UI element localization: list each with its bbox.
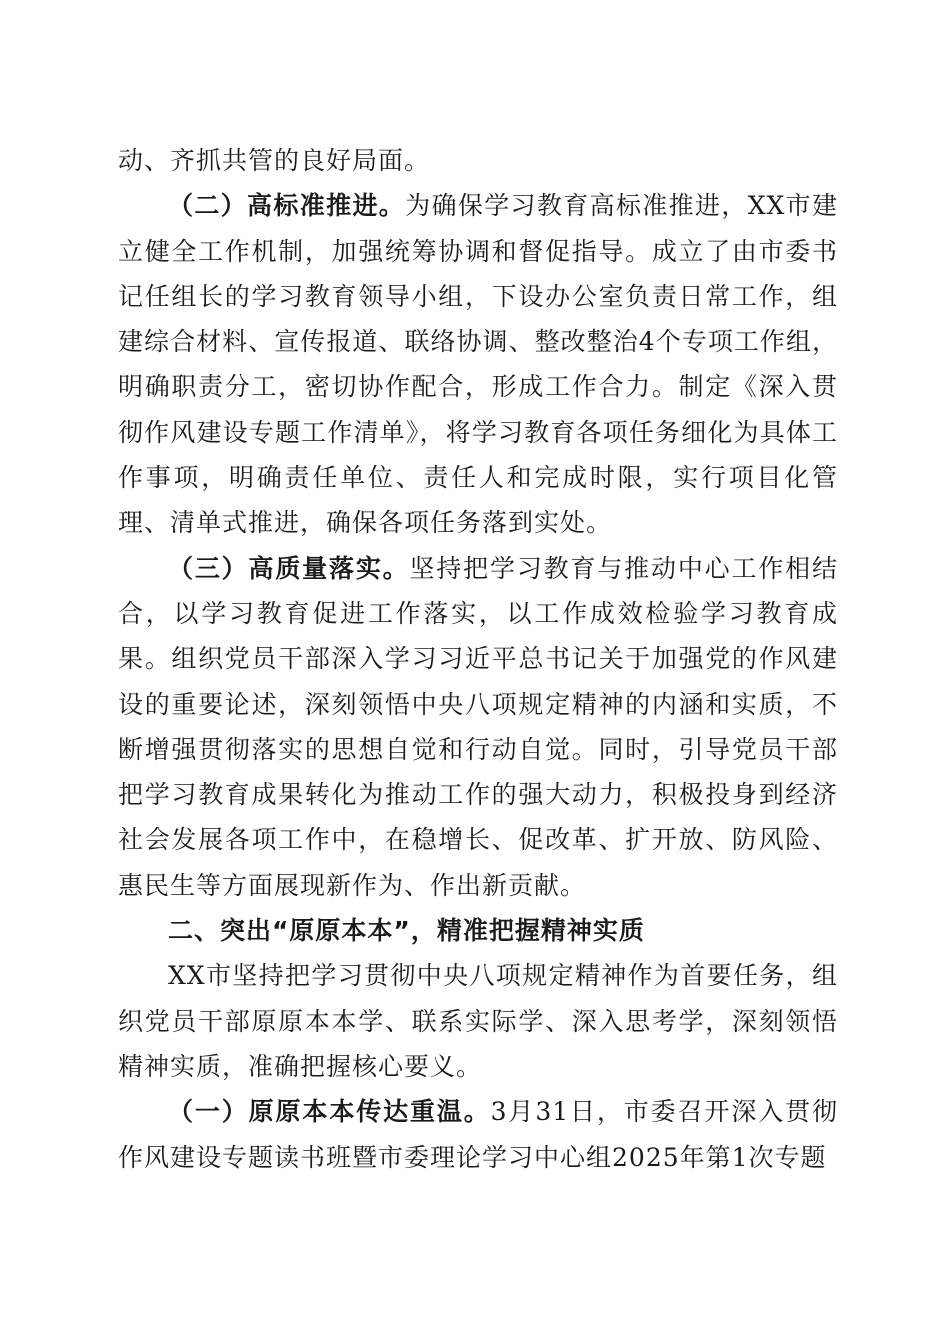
paragraph-text: 动、齐抓共管的良好局面。 <box>118 146 431 175</box>
paragraph-original-study <box>118 1089 838 1180</box>
paragraph-high-quality <box>118 546 838 908</box>
paragraph-text: 为确保学习教育高标准推进，XX市建立健全工作机制，加强统筹协调和督促指导。成立了由市委书记任组长的学习教育领导小组，下设办公室负责日常工作，组建综合材料、宣传报道、联络协调、整改整治4个专项工作组，明确职责分工，密切协作配合，形成工作合力。制定《深入贯彻作风建设专题工作清单》，将学习教育各项任务细化为具体工作事项，明确责任单位、责任人和完成时限，实行项目化管理、清单式推进，确保各项任务落到实处。 <box>118 191 838 538</box>
paragraph-continuation <box>118 138 838 183</box>
paragraph-high-standard <box>118 183 838 545</box>
paragraph-text: 坚持把学习教育与推动中心工作相结合，以学习教育促进工作落实，以工作成效检验学习教育成果。组织党员干部深入学习习近平总书记关于加强党的作风建设的重要论述，深刻领悟中央八项规定精神的内涵和实质，不断增强贯彻落实的思想自觉和行动自觉。同时，引导党员干部把学习教育成果转化为推动工作的强大动力，积极投身到经济社会发展各项工作中，在稳增长、促改革、扩开放、防风险、惠民生等方面展现新作为、作出新贡献。 <box>118 553 838 900</box>
paragraph-text: XX市坚持把学习贯彻中央八项规定精神作为首要任务，组织党员干部原原本本学、联系实际学、深入思考学，深刻领悟精神实质，准确把握核心要义。 <box>118 961 838 1081</box>
section-heading: 二、突出“原原本本”，精准把握精神实质 <box>168 916 645 946</box>
paragraph-section-intro <box>118 953 838 1089</box>
paragraph-lead: （三）高质量落实。 <box>168 553 410 583</box>
paragraph-text: 3月31日，市委召开深入贯彻作风建设专题读书班暨市委理论学习中心组2025年第1次专题 <box>118 1097 838 1172</box>
paragraph-lead: （一）原原本本传达重温。 <box>168 1097 491 1127</box>
document-body <box>118 138 838 1180</box>
paragraph-lead: （二）高标准推进。 <box>168 191 406 221</box>
